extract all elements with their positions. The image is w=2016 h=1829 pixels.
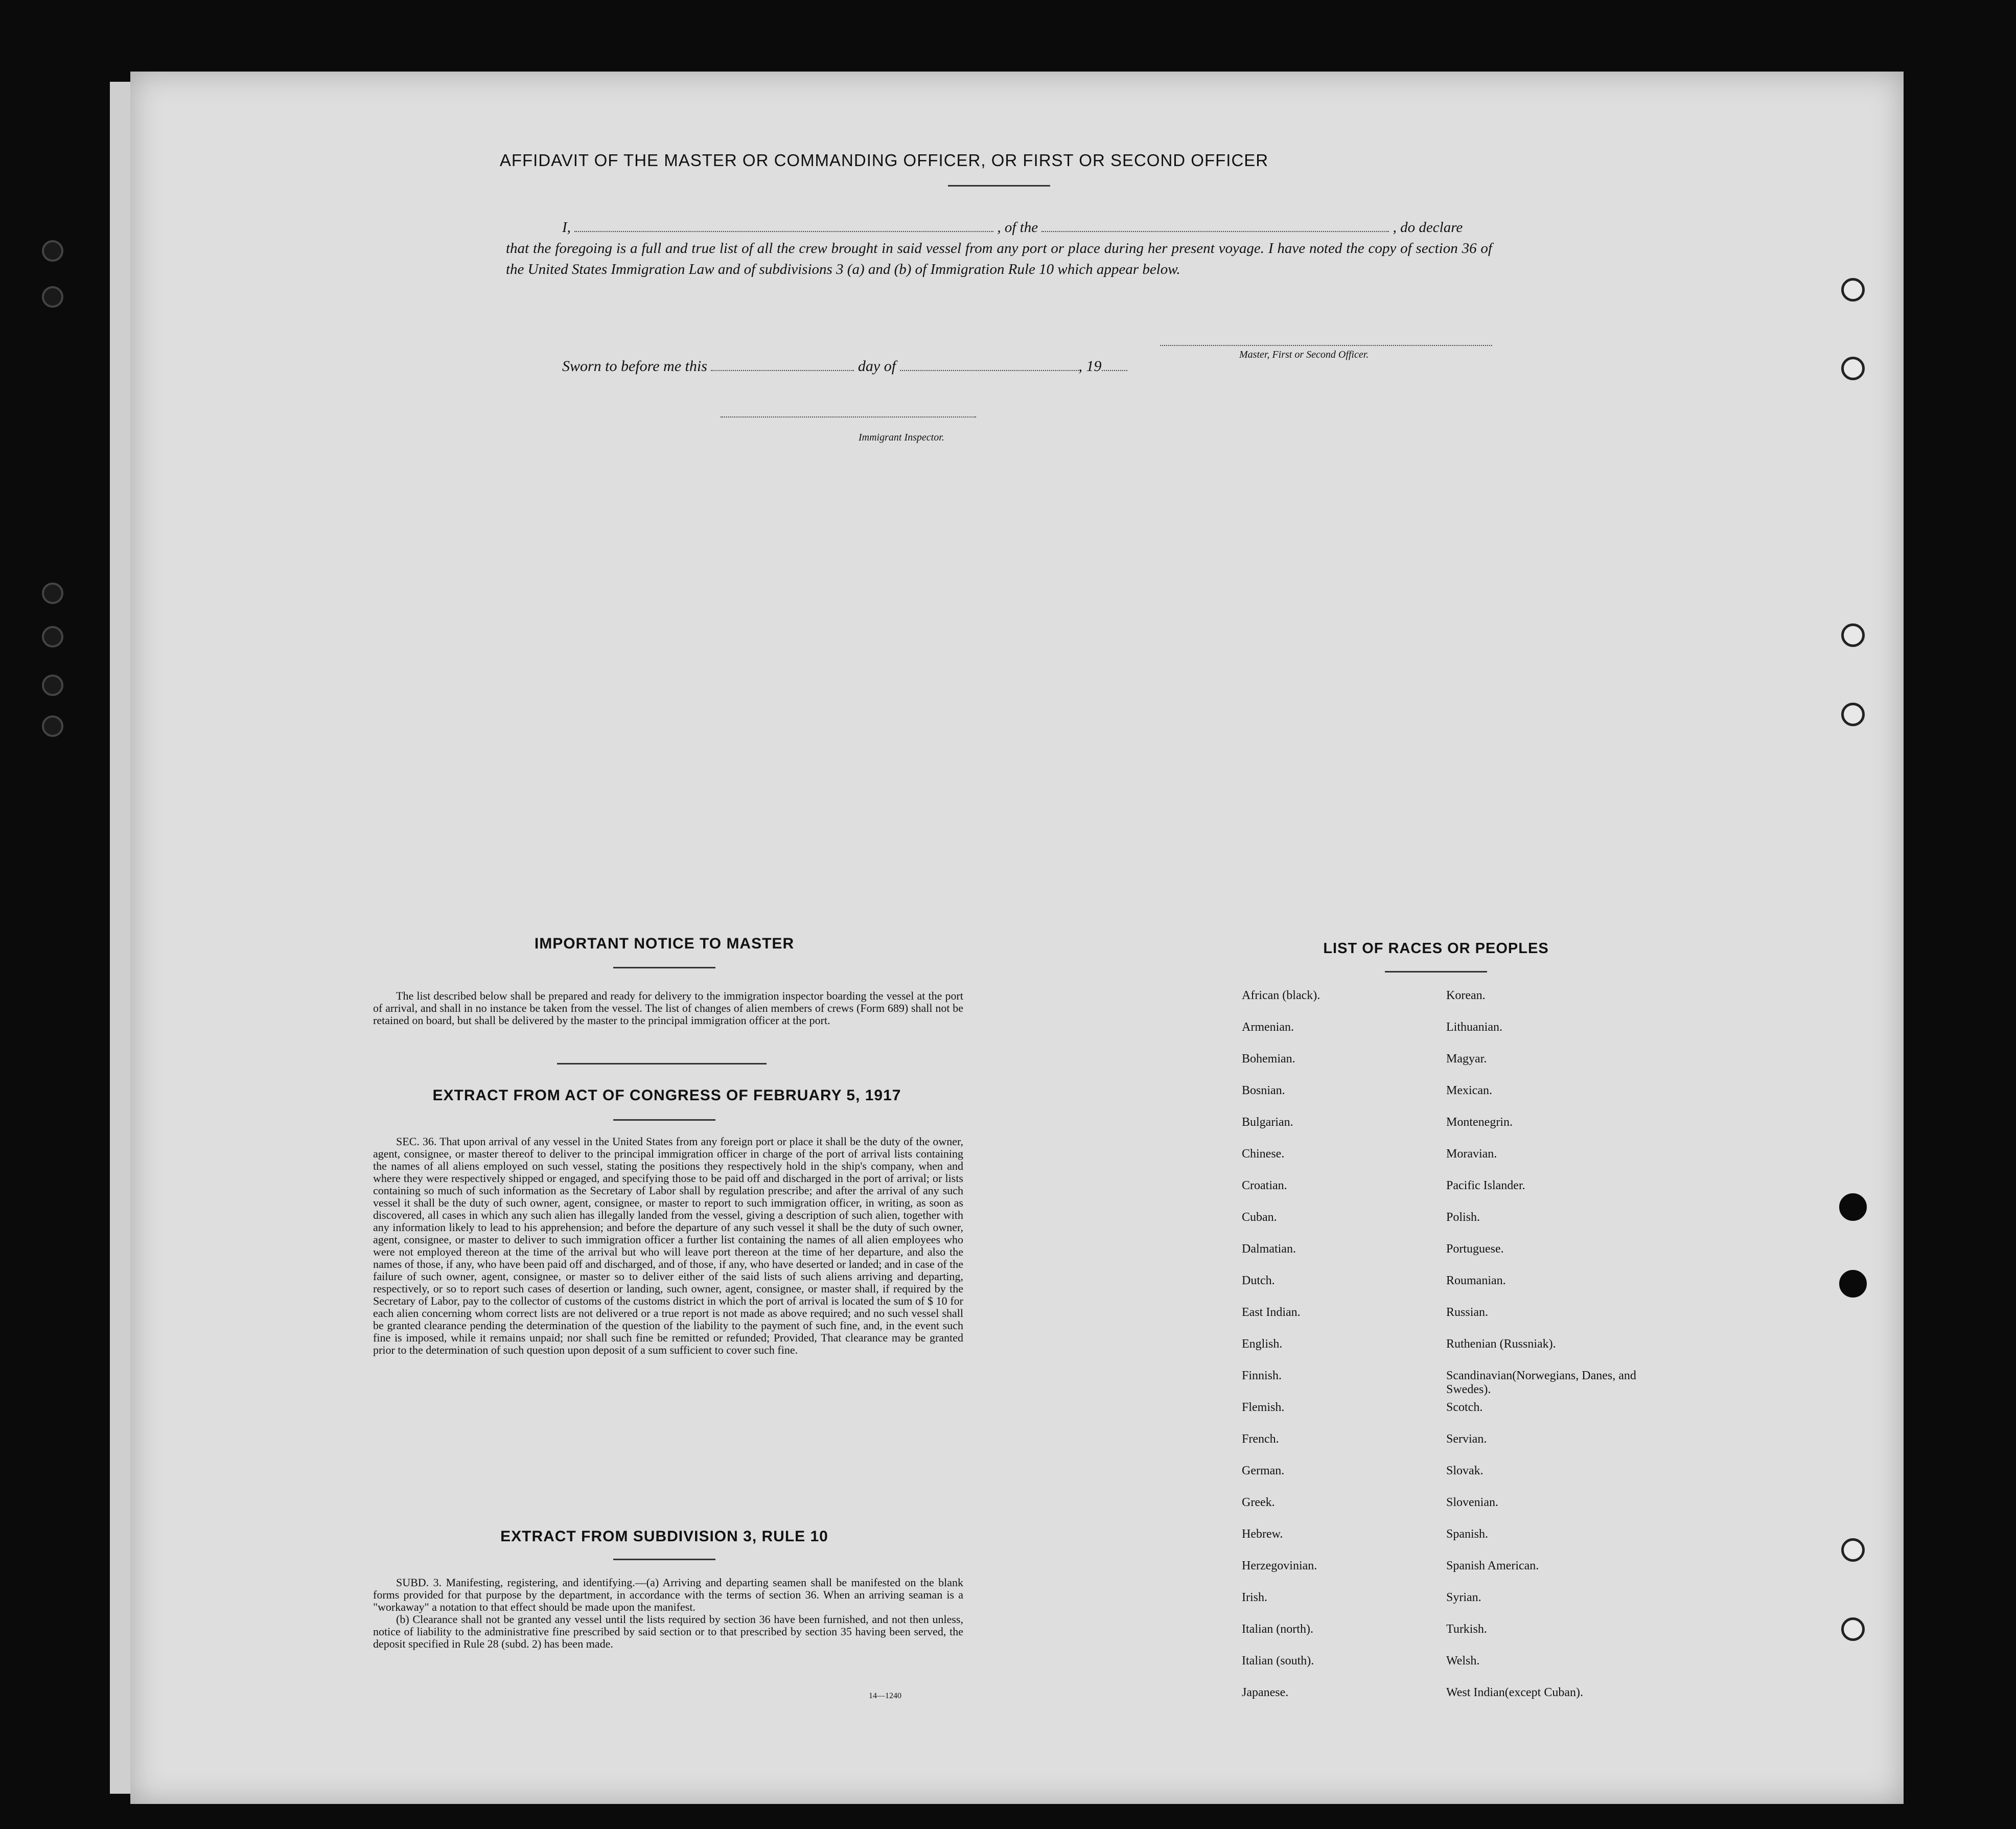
race-item: Italian (south).: [1242, 1654, 1314, 1668]
master-signature-line: [1160, 345, 1492, 346]
race-row: [1242, 1654, 1651, 1686]
race-row: [1242, 1559, 1651, 1591]
race-item: Hebrew.: [1242, 1527, 1283, 1541]
race-item: Italian (north).: [1242, 1623, 1313, 1636]
of-the-label: , of the: [997, 219, 1038, 236]
race-row: [1242, 1686, 1651, 1718]
rule-extract-body: [373, 1577, 963, 1650]
race-item: Irish.: [1242, 1591, 1267, 1604]
race-item: Roumanian.: [1446, 1274, 1506, 1287]
binding-ring: [42, 286, 63, 308]
sworn-label: Sworn to before me this: [562, 358, 707, 375]
race-item: Flemish.: [1242, 1401, 1285, 1414]
notice-rule: [613, 967, 715, 968]
race-item: Armenian.: [1242, 1021, 1294, 1034]
race-item: Spanish American.: [1446, 1559, 1539, 1572]
affidavit-title: AFFIDAVIT OF THE MASTER OR COMMANDING OFFICER, OR FIRST OR SECOND OFFICER: [499, 151, 1269, 170]
race-item: Welsh.: [1446, 1654, 1480, 1668]
notice-title: IMPORTANT NOTICE TO MASTER: [534, 935, 795, 952]
title-rule: [948, 185, 1050, 187]
affidavit-declaration: [506, 217, 1492, 280]
race-row: [1242, 1464, 1651, 1496]
race-item: Chinese.: [1242, 1147, 1285, 1161]
race-item: Cuban.: [1242, 1211, 1277, 1224]
do-declare-label: , do declare: [1393, 219, 1463, 236]
race-item: Portuguese.: [1446, 1242, 1504, 1256]
race-row: [1242, 1242, 1651, 1274]
punch-hole: [1841, 357, 1865, 380]
race-row: [1242, 1274, 1651, 1306]
year-label: , 19: [1078, 358, 1102, 375]
race-item: German.: [1242, 1464, 1285, 1477]
race-item: West Indian(except Cuban).: [1446, 1686, 1583, 1699]
binding-ring: [42, 583, 63, 604]
race-item: Bulgarian.: [1242, 1116, 1293, 1129]
master-signature-label: Master, First or Second Officer.: [1239, 349, 1369, 360]
race-item: Russian.: [1446, 1306, 1489, 1319]
race-row: [1242, 1496, 1651, 1527]
race-item: Polish.: [1446, 1211, 1480, 1224]
race-row: [1242, 1179, 1651, 1211]
race-row: [1242, 1623, 1651, 1654]
sworn-line: [562, 358, 1127, 375]
races-list: [1242, 989, 1651, 1718]
race-item: Scotch.: [1446, 1401, 1483, 1414]
race-row: [1242, 1052, 1651, 1084]
month-blank: [900, 370, 1079, 371]
race-item: Dalmatian.: [1242, 1242, 1296, 1256]
race-item: Lithuanian.: [1446, 1021, 1502, 1034]
act-extract-body: [373, 1136, 963, 1356]
race-row: [1242, 1369, 1651, 1401]
punch-hole: [1841, 703, 1865, 726]
rule-extract-title: EXTRACT FROM SUBDIVISION 3, RULE 10: [500, 1528, 828, 1545]
race-item: Montenegrin.: [1446, 1116, 1513, 1129]
race-item: Scandinavian(Norwegians, Danes, and Swedes).: [1446, 1369, 1636, 1396]
race-item: Slovak.: [1446, 1464, 1484, 1477]
race-item: Finnish.: [1242, 1369, 1282, 1382]
punch-hole: [1841, 623, 1865, 647]
races-title: LIST OF RACES OR PEOPLES: [1323, 940, 1549, 957]
section-rule: [557, 1063, 767, 1064]
declaration-first-line: [506, 217, 1492, 238]
race-item: Mexican.: [1446, 1084, 1492, 1097]
day-of-label: day of: [858, 358, 896, 375]
race-item: French.: [1242, 1432, 1279, 1446]
race-item: Bosnian.: [1242, 1084, 1285, 1097]
race-item: East Indian.: [1242, 1306, 1301, 1319]
punch-hole: [1841, 1617, 1865, 1641]
section-36-text: SEC. 36. That upon arrival of any vessel in the United States from any foreign port or place it shall be the duty of the owner, agent, consignee, or master thereof to deliver to the principal immigration officer in charge of the port of arrival lists containing the names of all aliens employed on such vessel, stating the positions they respectively hold in the ship's company, when and where they were respectively shipped or engaged, and specifying those to be paid off and discharged in the port of arrival; or lists containing so much of such information as the Secretary of Labor shall by regulation prescribe; and after the arrival of any such vessel it shall be the duty of such owner, agent, consignee, or master to report to such immigration officer, in writing, as soon as discovered, all cases in which any such alien has illegally landed from the vessel, giving a description of such alien, together with any information likely to lead to his apprehension; and before the departure of any such vessel it shall be the duty of such owner, agent, consignee, or master to deliver to such immigration officer a further list containing the names of all alien employees who were not employed thereon at the time of the arrival but who will leave port thereon at the time of her departure, and also the names of those, if any, who have been paid off and discharged, and of those, if any, who have deserted or landed; and in case of the failure of such owner, agent, consignee, or master so to deliver either of the said lists of such aliens arriving and departing, respectively, or so to report such cases of desertion or landing, such owner, agent, consignee, or master shall, if required by the Secretary of Labor, pay to the collector of customs of the customs district in which the port of arrival is located the sum of $ 10 for each alien concerning whom correct lists are not delivered or a true report is not made as above required; and no such vessel shall be granted clearance pending the determination of the question of the liability to the payment of such fine, and, in the event such fine is imposed, while it remains unpaid; nor shall such fine be remitted or refunded; Provided, That clearance may be granted prior to the determination of such question upon deposit of a sum sufficient to cover such fine.: [373, 1135, 963, 1356]
race-item: Dutch.: [1242, 1274, 1275, 1287]
race-item: Ruthenian (Russniak).: [1446, 1337, 1556, 1351]
subdivision-a-text: SUBD. 3. Manifesting, registering, and identifying.—(a) Arriving and departing seamen shall be manifested on the blank forms provided for that purpose by the department, in accordance with the terms of section 36. When an arriving seaman is a "workaway" a notation to that effect should be made upon the manifest.: [373, 1576, 963, 1613]
race-row: [1242, 1306, 1651, 1337]
notice-text: The list described below shall be prepared and ready for delivery to the immigration inspector boarding the vessel at the port of arrival, and shall in no instance be taken from the vessel. The list of changes of alien members of crews (Form 689) shall not be retained on board, but shall be delivered by the master to the principal immigration officer at the port.: [373, 989, 963, 1027]
subdivision-b-text: (b) Clearance shall not be granted any vessel until the lists required by section 36 have been furnished, and not then unless, notice of liability to the administrative fine prescribed by said section or to that prescribed by section 35 having been served, the deposit specified in Rule 28 (subd. 2) has been made.: [373, 1613, 963, 1650]
race-row: [1242, 1211, 1651, 1242]
binding-ring: [42, 675, 63, 696]
race-row: [1242, 1116, 1651, 1147]
race-item: Servian.: [1446, 1432, 1487, 1446]
inspector-label: Immigrant Inspector.: [859, 432, 944, 443]
form-number: 14—1240: [869, 1692, 901, 1700]
inspector-signature-line: [721, 416, 976, 418]
punch-hole: [1841, 278, 1865, 302]
punch-hole: [1841, 1538, 1865, 1562]
race-row: [1242, 1401, 1651, 1432]
race-row: [1242, 1527, 1651, 1559]
act-extract-title: EXTRACT FROM ACT OF CONGRESS OF FEBRUARY 5, 1917: [432, 1087, 901, 1104]
race-item: Turkish.: [1446, 1623, 1487, 1636]
punch-hole: [1839, 1270, 1867, 1298]
race-item: English.: [1242, 1337, 1283, 1351]
notice-body: [373, 990, 963, 1027]
declaration-body: that the foregoing is a full and true list of all the crew brought in said vessel from any port or place during her present voyage. I have noted the copy of section 36 of the United States Immigration Law and of subdivisions 3 (a) and (b) of Immigration Rule 10 which appear below.: [506, 240, 1492, 277]
race-item: Japanese.: [1242, 1686, 1289, 1699]
race-row: [1242, 1147, 1651, 1179]
race-item: Syrian.: [1446, 1591, 1481, 1604]
race-item: Spanish.: [1446, 1527, 1489, 1541]
binding-ring: [42, 626, 63, 647]
binding-ring: [42, 240, 63, 262]
race-row: [1242, 1591, 1651, 1623]
race-item: Moravian.: [1446, 1147, 1497, 1161]
year-blank: [1102, 370, 1127, 371]
i-label: I,: [562, 219, 571, 236]
race-item: Korean.: [1446, 989, 1486, 1002]
punch-hole: [1839, 1193, 1867, 1221]
race-row: [1242, 989, 1651, 1021]
vessel-blank: [1041, 231, 1389, 232]
race-item: Greek.: [1242, 1496, 1275, 1509]
race-item: Bohemian.: [1242, 1052, 1295, 1066]
rule-rule: [613, 1559, 715, 1560]
race-item: African (black).: [1242, 989, 1320, 1002]
race-item: Croatian.: [1242, 1179, 1287, 1192]
day-blank: [711, 370, 854, 371]
race-item: Slovenian.: [1446, 1496, 1498, 1509]
binding-ring: [42, 715, 63, 737]
race-item: Magyar.: [1446, 1052, 1487, 1066]
race-row: [1242, 1021, 1651, 1052]
race-row: [1242, 1432, 1651, 1464]
act-rule: [613, 1119, 715, 1121]
race-item: Pacific Islander.: [1446, 1179, 1525, 1192]
race-row: [1242, 1337, 1651, 1369]
races-rule: [1385, 971, 1487, 973]
race-row: [1242, 1084, 1651, 1116]
name-blank: [574, 231, 993, 232]
race-item: Herzegovinian.: [1242, 1559, 1317, 1572]
